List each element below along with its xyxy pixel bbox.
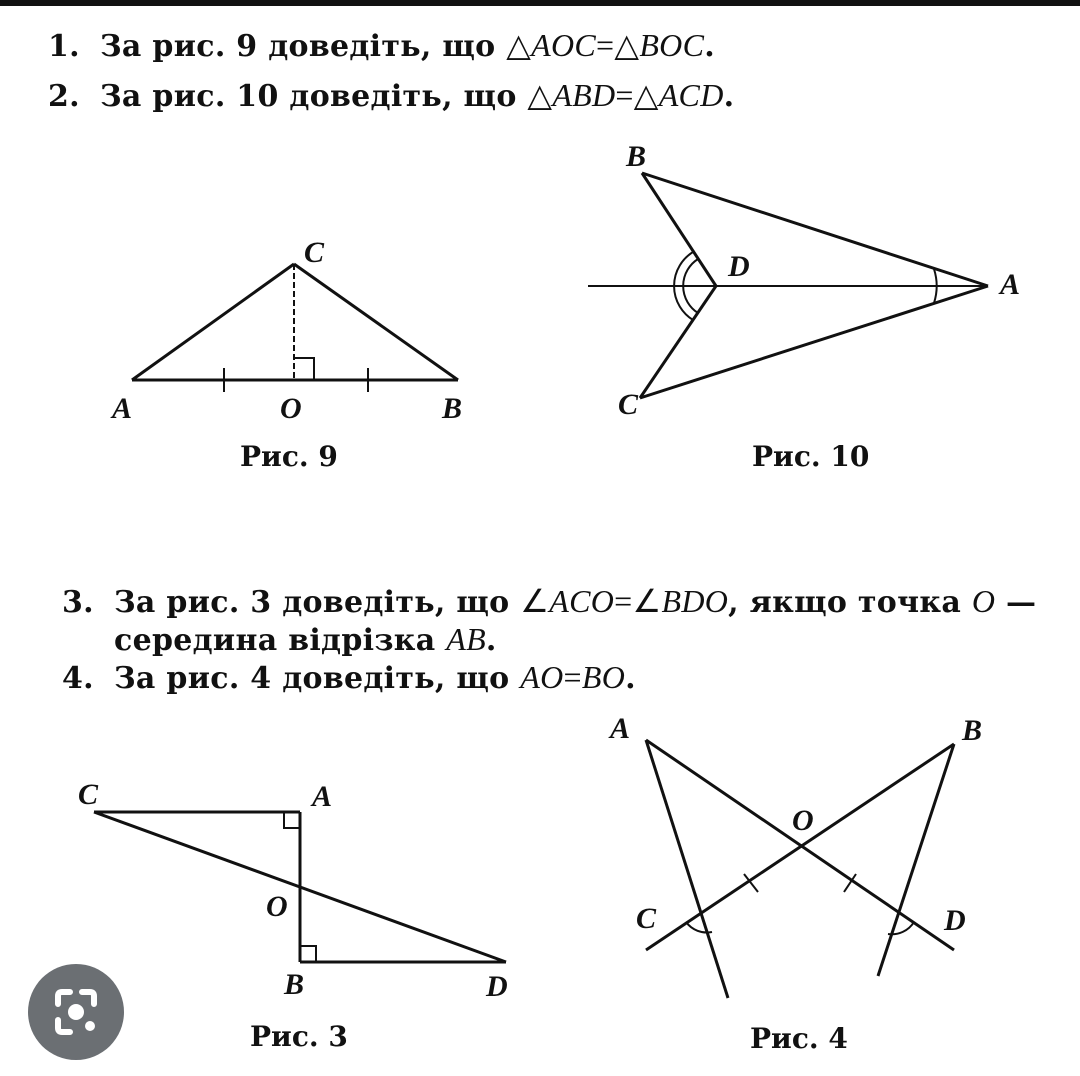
task-4-formula: AO=BO [520,659,626,695]
task-2-text: За рис. 10 доведіть, що [100,79,517,114]
task-3-text: За рис. 3 доведіть, що [114,585,510,620]
fig10-label-a: A [1000,268,1021,301]
task-3-tail: якщо точка [749,585,962,620]
fig3-label-c: C [78,778,99,811]
task-3-number: 3. [62,585,94,620]
fig4-label-d: D [944,904,966,937]
fig4-label-a: A [610,712,631,745]
task-2-number: 2. [48,79,80,114]
task-1-formula: △AOC=△BOC [506,27,705,63]
fig9-label-b: B [442,392,463,425]
lens-search-icon [28,964,124,1060]
task-4: 4. За рис. 4 доведіть, що AO=BO. [62,659,636,696]
task-2: 2. За рис. 10 доведіть, що △ABD=△ACD. [48,77,735,114]
task-2-formula: △ABD=△ACD [527,77,724,113]
task-1-text: За рис. 9 доведіть, що [100,29,496,64]
fig9-label-a: A [112,392,133,425]
fig10-label-c: C [618,388,639,421]
fig4-segment-ac [646,740,728,998]
task-3-line-2: середина відрізка AB. [114,621,497,658]
fig9-caption: Рис. 9 [240,440,338,473]
fig10-label-d: D [728,250,750,283]
fig4-label-c: C [636,902,657,935]
fig3-label-a: A [312,780,333,813]
task-4-text: За рис. 4 доведіть, що [114,661,510,696]
lens-search-button[interactable] [28,964,124,1060]
task-3: 3. За рис. 3 доведіть, що ∠ACO=∠BDO, якщо точка O — [62,583,1037,620]
fig3-label-b: B [284,968,305,1001]
fig9-label-c: C [304,236,325,269]
fig4-caption: Рис. 4 [750,1022,848,1055]
fig10-caption: Рис. 10 [752,440,870,473]
task-1-number: 1. [48,29,80,64]
fig9-label-o: O [280,392,302,425]
task-4-number: 4. [62,661,94,696]
fig3-caption: Рис. 3 [250,1020,348,1053]
fig3-label-d: D [486,970,508,1003]
fig4-label-b: B [962,714,983,747]
fig3-label-o: O [266,890,288,923]
fig4-label-o: O [792,804,814,837]
fig10-label-b: B [626,140,647,173]
task-1: 1. За рис. 9 доведіть, що △AOC=△BOC. [48,27,715,64]
task-3-formula: ∠ACO=∠BDO [520,583,729,619]
